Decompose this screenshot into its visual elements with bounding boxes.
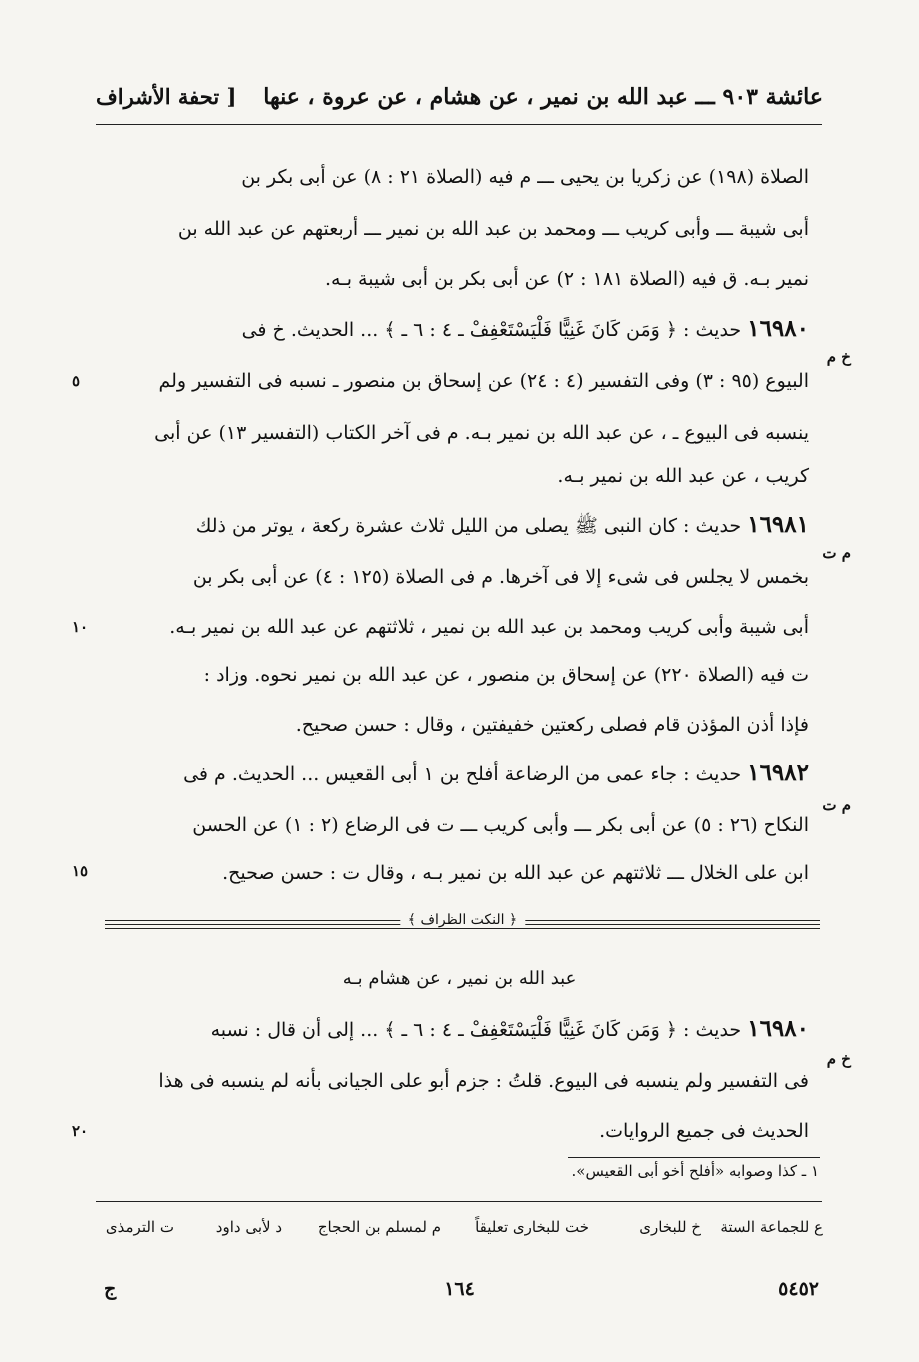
text-line: النكاح (٢٦ : ٥) عن أبى بكر ـــ وأبى كريب ـــ ت فى الرضاع (٢ : ١) عن الحسن: [192, 814, 809, 836]
text-line: حديث : ﴿ وَمَن كَانَ غَنِيًّا فَلْيَسْتَعْفِفْ ـ ٤ : ٦ ـ ﴾ ... الحديث. خ فى: [241, 319, 742, 341]
footnote: ١ ـ كذا وصوابه «أفلح أخو أبى القعيس».: [571, 1162, 819, 1180]
text-line: الصلاة (١٩٨) عن زكريا بن يحيى ـــ م فيه (الصلاة ٢١ : ٨) عن أبى بكر بن: [241, 166, 809, 188]
hadith-entry-16981: [196, 512, 809, 539]
text-line: فإذا أذن المؤذن قام فصلى ركعتين خفيفتين ، وقال : حسن صحيح.: [295, 714, 809, 736]
serial-number: ٥٤٥٢: [778, 1278, 819, 1300]
volume-letter: ج: [104, 1278, 117, 1300]
text-line: نمير بـه. ق فيه (الصلاة ١٨١ : ٢) عن أبى بكر بن أبى شيبة بـه.: [324, 268, 809, 290]
section-divider: [105, 912, 820, 934]
hadith-entry-16980: [242, 316, 809, 343]
margin-sigla: خ م: [826, 1050, 851, 1068]
text-line: البيوع (٩٥ : ٣) وفى التفسير (٤ : ٢٤) عن إسحاق بن منصور ـ نسبه فى التفسير ولم: [158, 370, 809, 392]
line-number: ١٥: [72, 862, 89, 880]
hadith-entry-16982: [183, 760, 809, 787]
section-heading: عبد الله بن نمير ، عن هشام بـه: [342, 968, 577, 989]
page-number: ١٦٤: [444, 1278, 475, 1300]
footnote-rule: [568, 1157, 820, 1158]
book-title: [ تحفة الأشراف: [96, 84, 237, 109]
legend-item: م لمسلم بن الحجاج: [317, 1218, 441, 1236]
text-line: أبى شيبة وأبى كريب ومحمد بن عبد الله بن نمير ، ثلاثتهم عن عبد الله بن نمير بـه.: [169, 616, 809, 638]
legend-item: ت الترمذى: [105, 1218, 174, 1236]
text-line: ينسبه فى البيوع ـ ، عن عبد الله بن نمير بـه. م فى آخر الكتاب (التفسير ١٣) عن أبى: [154, 422, 809, 444]
hadith-number: ١٦٩٨٠: [747, 315, 809, 342]
margin-sigla: م ت: [822, 796, 851, 814]
legend-item: د لأبى داود: [215, 1218, 282, 1236]
text-line: أبى شيبة ـــ وأبى كريب ـــ ومحمد بن عبد الله بن نمير ـــ أربعتهم عن عبد الله بن: [177, 218, 809, 240]
text-line: حديث : جاء عمى من الرضاعة أفلح بن ١ أبى القعيس ... الحديث. م فى: [183, 763, 742, 785]
line-number: ٥: [72, 372, 81, 390]
line-number: ٢٠: [72, 1122, 89, 1140]
text-line: الحديث فى جميع الروايات.: [599, 1120, 809, 1142]
margin-sigla: خ م: [826, 348, 851, 366]
nukat-entry-16980: [211, 1016, 809, 1043]
divider-rule: [105, 928, 820, 929]
legend-item: خ للبخارى: [639, 1218, 701, 1236]
hadith-number: ١٦٩٨١: [747, 511, 809, 538]
text-line: ابن على الخلال ـــ ثلاثتهم عن عبد الله بن نمير بـه ، وقال ت : حسن صحيح.: [222, 862, 809, 884]
legend-item: خت للبخارى تعليقاً: [475, 1218, 589, 1236]
text-line: حديث : كان النبى ﷺ يصلى من الليل ثلاث عشرة ركعة ، يوتر من ذلك: [195, 515, 742, 537]
text-line: كريب ، عن عبد الله بن نمير بـه.: [557, 465, 809, 487]
legend-item: ع للجماعة الستة: [720, 1218, 823, 1236]
running-header: عائشة ٩٠٣ ـــ عبد الله بن نمير ، عن هشام ، عن عروة ، عنها: [263, 84, 823, 110]
hadith-number: ١٦٩٨٠: [747, 1015, 809, 1042]
text-line: ت فيه (الصلاة ٢٢٠) عن إسحاق بن منصور ، عن عبد الله بن نمير نحوه. وزاد :: [203, 664, 809, 686]
text-line: بخمس لا يجلس فى شىء إلا فى آخرها. م فى الصلاة (١٢٥ : ٤) عن أبى بكر بن: [192, 566, 809, 588]
margin-sigla: م ت: [822, 544, 851, 562]
text-line: حديث : ﴿ وَمَن كَانَ غَنِيًّا فَلْيَسْتَعْفِفْ ـ ٤ : ٦ ـ ﴾ ... إلى أن قال : نسبه: [210, 1019, 742, 1041]
text-line: فى التفسير ولم ينسبه فى البيوع. قلتُ : جزم أبو على الجيانى بأنه لم ينسبه فى هذا: [158, 1070, 809, 1092]
legend-rule: [96, 1201, 822, 1202]
header-rule: [96, 124, 822, 125]
hadith-number: ١٦٩٨٢: [747, 759, 809, 786]
divider-label: ﴿ النكت الظراف ﴾: [400, 912, 525, 928]
line-number: ١٠: [72, 618, 89, 636]
